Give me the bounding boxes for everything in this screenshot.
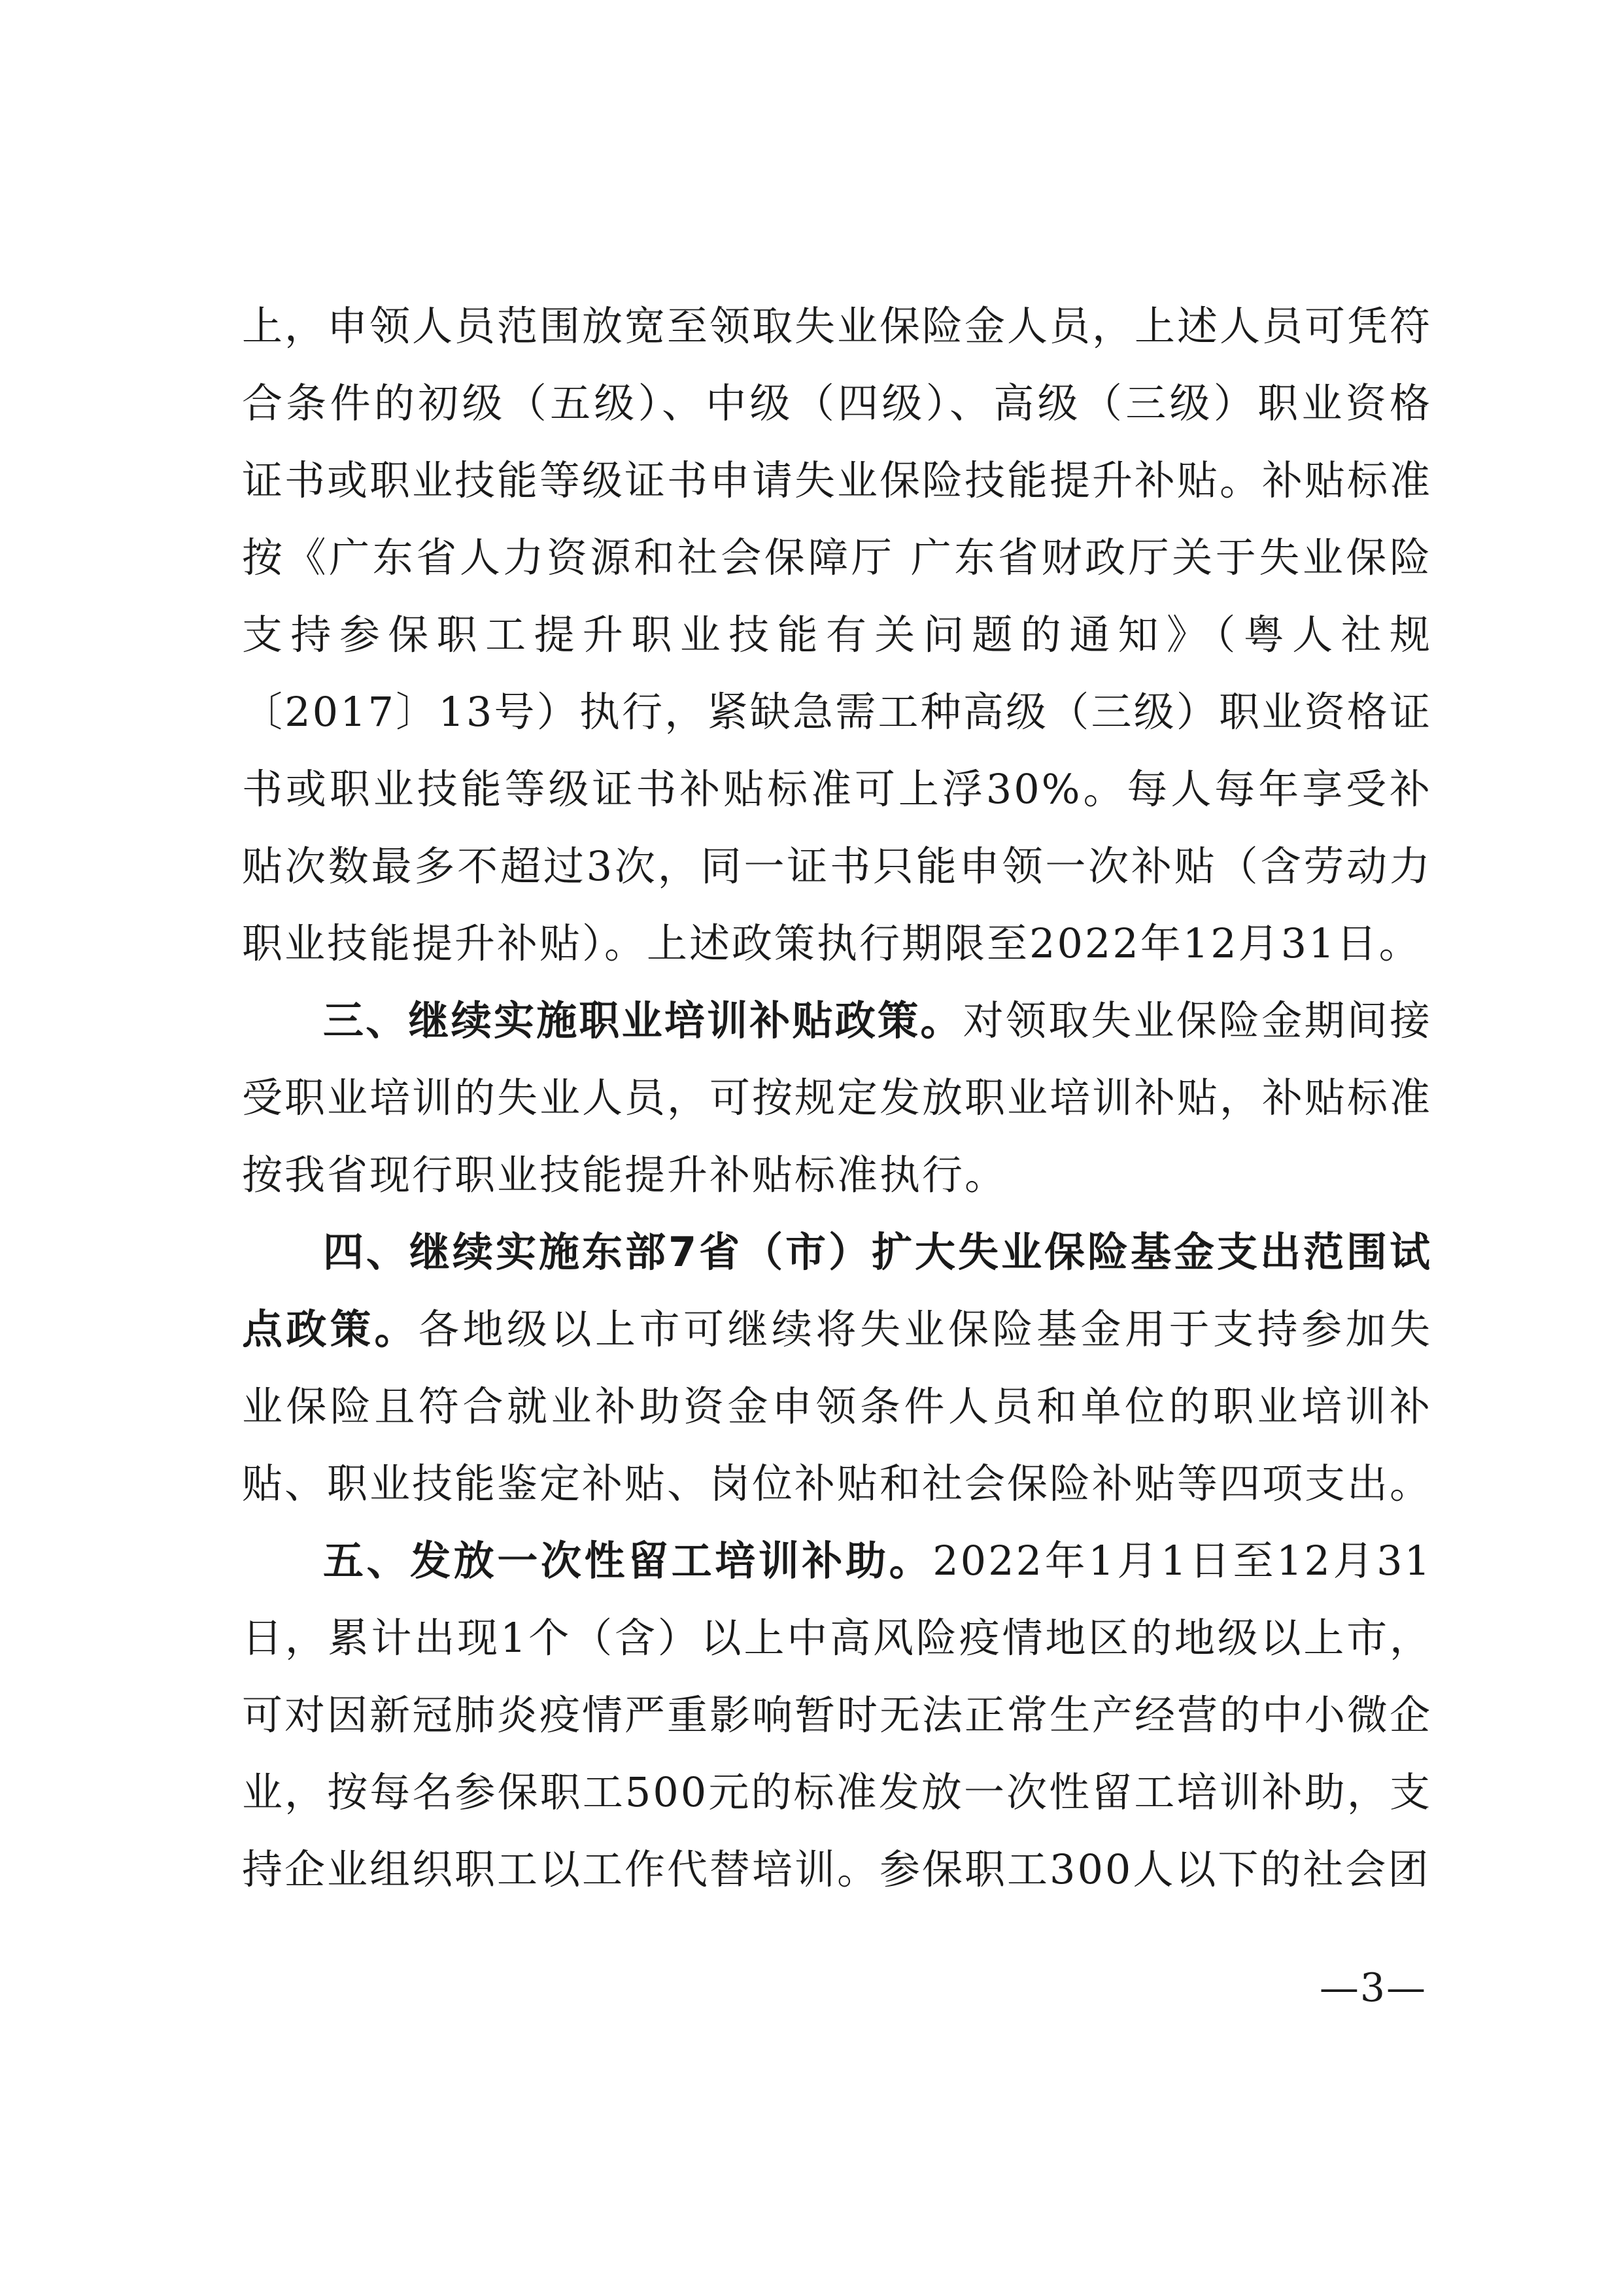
paragraph-text: 上，申领人员范围放宽至领取失业保险金人员，上述人员可凭符合条件的初级（五级）、中级（四级）、高级（三级）职业资格证书或职业技能等级证书申请失业保险技能提升补贴。补贴标准按《广东省人力资源和社会保障厅 广东省财政厅关于失业保险支持参保职工提升职业技能有关问题的通知》（粤人社规〔2017〕13号）执行，紧缺急需工种高级（三级）职业资格证书或职业技能等级证书补贴标准可上浮30%。每人每年享受补贴次数最多不超过3次，同一证书只能申领一次补贴（含劳动力职业技能提升补贴）。上述政策执行期限至2022年12月31日。 [242, 302, 1433, 967]
paragraph-section-4 [242, 1214, 1432, 1522]
section-3-heading: 三、继续实施职业培训补贴政策。 [323, 997, 963, 1044]
paragraph-continuation [242, 288, 1432, 982]
paragraph-section-3 [242, 982, 1432, 1214]
section-4-heading: 四、继续实施东部7省（市）扩大失业保险基金支出范围试点政策。 [242, 1228, 1432, 1353]
paragraph-section-5 [242, 1522, 1432, 1908]
section-5-text: 2022年1月1日至12月31日，累计出现1个（含）以上中高风险疫情地区的地级以上市，可对因新冠肺炎疫情严重影响暂时无法正常生产经营的中小微企业，按每名参保职工500元的标准发放一次性留工培训补助，支持企业组织职工以工作代替培训。参保职工300人以下的社会团 [242, 1537, 1433, 1893]
section-3-text: 对领取失业保险金期间接受职业培训的失业人员，可按规定发放职业培训补贴，补贴标准按我省现行职业技能提升补贴标准执行。 [242, 997, 1433, 1199]
page-number: —3— [1319, 1965, 1427, 2011]
body-text [242, 288, 1432, 1908]
section-5-heading: 五、发放一次性留工培训补助。 [323, 1537, 933, 1585]
section-4-text: 各地级以上市可继续将失业保险基金用于支持参加失业保险且符合就业补助资金申领条件人员和单位的职业培训补贴、职业技能鉴定补贴、岗位补贴和社会保险补贴等四项支出。 [242, 1305, 1433, 1507]
